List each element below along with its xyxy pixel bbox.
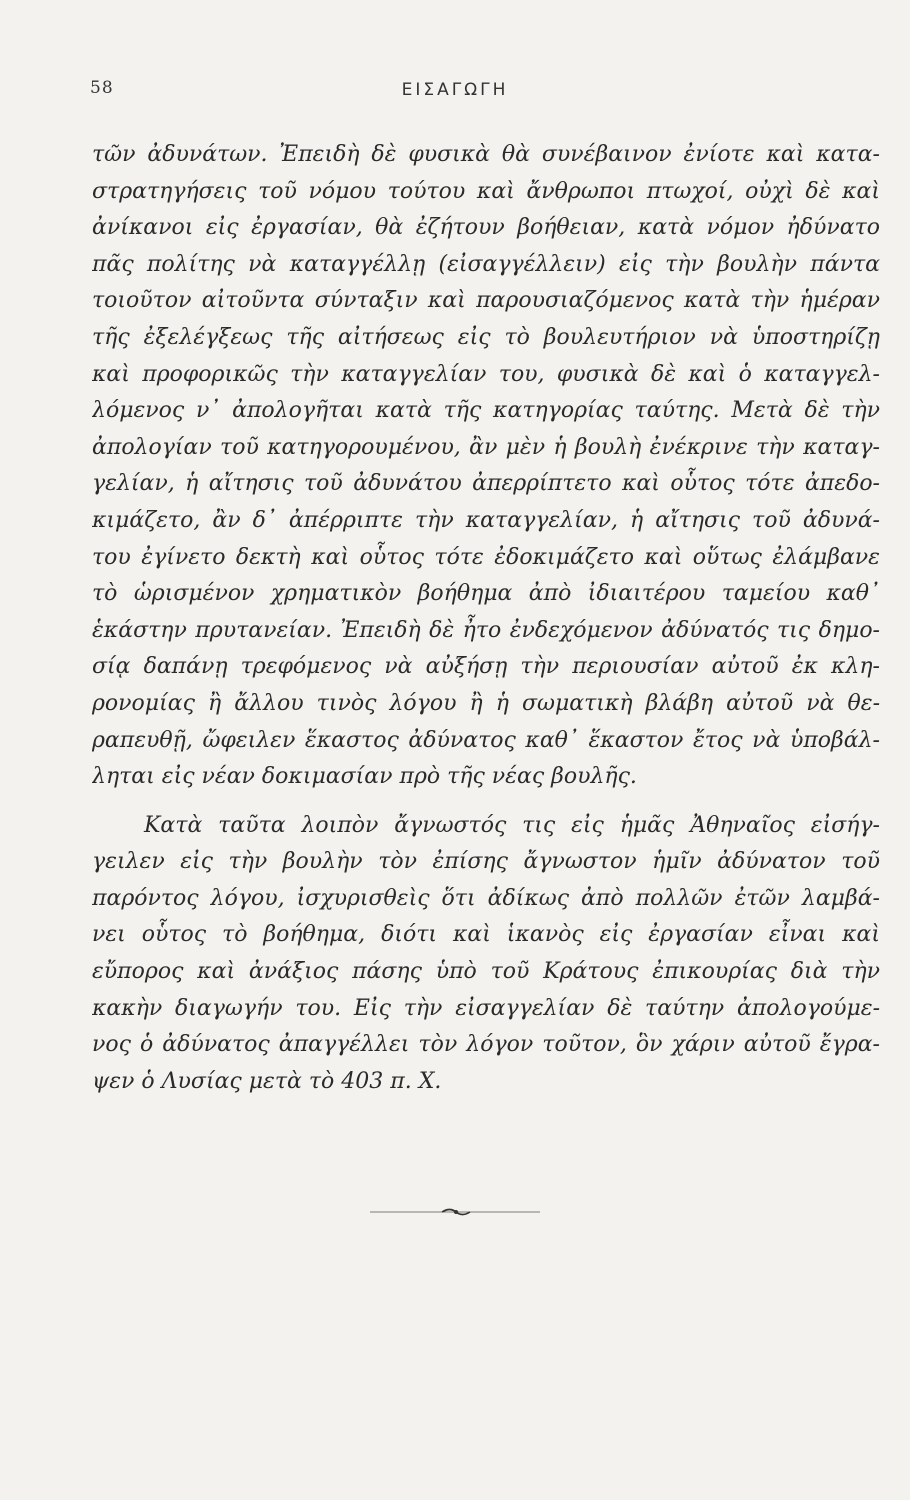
paragraph-1: [92, 137, 880, 796]
paragraph-gap: [92, 796, 880, 808]
text-line: σίᾳ δαπάνῃ τρεφόμενος νὰ αὐξήσῃ τὴν περιουσίαν αὐτοῦ ἐκ κλη-: [92, 654, 880, 680]
text-line: τοιοῦτον αἰτοῦντα σύνταξιν καὶ παρουσιαζόμενος κατὰ τὴν ἡμέραν: [92, 288, 880, 314]
text-line: ἑκάστην πρυτανείαν. Ἐπειδὴ δὲ ἦτο ἐνδεχόμενον ἀδύνατός τις δημο-: [92, 617, 880, 643]
text-line: εὔπορος καὶ ἀνάξιος πάσης ὑπὸ τοῦ Κράτους ἐπικουρίας διὰ τὴν: [92, 959, 880, 985]
text-line: ραπευθῇ, ὤφειλεν ἕκαστος ἀδύνατος καθ᾽ ἕκαστον ἔτος νὰ ὑποβάλ-: [92, 727, 880, 753]
text-line: νος ὁ ἀδύνατος ἀπαγγέλλει τὸν λόγον τοῦτον, ὃν χάριν αὐτοῦ ἔγρα-: [92, 1032, 880, 1058]
text-line: γειλεν εἰς τὴν βουλὴν τὸν ἐπίσης ἄγνωστον ἡμῖν ἀδύνατον τοῦ: [92, 849, 880, 875]
paragraph-2: [92, 808, 880, 1101]
text-body: [92, 137, 880, 1100]
text-line: Κατὰ ταῦτα λοιπὸν ἄγνωστός τις εἰς ἡμᾶς Ἀθηναῖος εἰσήγ-: [144, 812, 880, 838]
text-line: ἀνίκανοι εἰς ἐργασίαν, θὰ ἐζήτουν βοήθειαν, κατὰ νόμον ἠδύνατο: [92, 215, 880, 241]
text-line: γελίαν, ἡ αἴτησις τοῦ ἀδυνάτου ἀπερρίπτετο καὶ οὗτος τότε ἀπεδο-: [92, 471, 880, 497]
text-line: κιμάζετο, ἂν δ᾽ ἀπέρριπτε τὴν καταγγελίαν, ἡ αἴτησις τοῦ ἀδυνά-: [92, 507, 880, 533]
text-line: πᾶς πολίτης νὰ καταγγέλλῃ (εἰσαγγέλλειν) εἰς τὴν βουλὴν πάντα: [92, 251, 880, 277]
text-line: καὶ προφορικῶς τὴν καταγγελίαν του, φυσικὰ δὲ καὶ ὁ καταγγελ-: [92, 361, 880, 387]
text-line: νει οὗτος τὸ βοήθημα, διότι καὶ ἱκανὸς εἰς ἐργασίαν εἶναι καὶ: [92, 922, 880, 948]
running-head-title: ΕΙΣΑΓΩΓΗ: [401, 80, 509, 100]
text-line: ἀπολογίαν τοῦ κατηγορουμένου, ἂν μὲν ἡ βουλὴ ἐνέκρινε τὴν καταγ-: [92, 434, 880, 460]
text-line: τὸ ὡρισμένον χρηματικὸν βοήθημα ἀπὸ ἰδιαιτέρου ταμείου καθ᾽: [92, 581, 880, 607]
text-line: ληται εἰς νέαν δοκιμασίαν πρὸ τῆς νέας βουλῆς.: [92, 764, 637, 790]
text-line: παρόντος λόγου, ἰσχυρισθεὶς ὅτι ἀδίκως ἀπὸ πολλῶν ἐτῶν λαμβά-: [92, 885, 880, 911]
text-line: στρατηγήσεις τοῦ νόμου τούτου καὶ ἄνθρωποι πτωχοί, οὐχὶ δὲ καὶ: [92, 178, 880, 204]
text-line: ρονομίας ἢ ἄλλου τινὸς λόγου ἢ ἡ σωματικὴ βλάβη αὐτοῦ νὰ θε-: [92, 690, 880, 716]
page-number: 58: [90, 78, 114, 98]
text-line: τῆς ἐξελέγξεως τῆς αἰτήσεως εἰς τὸ βουλευτήριον νὰ ὑποστηρίζῃ: [92, 324, 880, 350]
section-end-ornament: [370, 1205, 540, 1219]
text-line: του ἐγίνετο δεκτὴ καὶ οὗτος τότε ἐδοκιμάζετο καὶ οὕτως ἐλάμβανε: [92, 544, 880, 570]
text-line: κακὴν διαγωγήν του. Εἰς τὴν εἰσαγγελίαν δὲ ταύτην ἀπολογούμε-: [92, 995, 880, 1021]
text-line: λόμενος ν᾽ ἀπολογῆται κατὰ τῆς κατηγορίας ταύτης. Μετὰ δὲ τὴν: [92, 398, 880, 424]
text-line: ψεν ὁ Λυσίας μετὰ τὸ 403 π. Χ.: [92, 1068, 442, 1094]
text-line: τῶν ἀδυνάτων. Ἐπειδὴ δὲ φυσικὰ θὰ συνέβαινον ἐνίοτε καὶ κατα-: [92, 142, 880, 167]
ornament-dot: [454, 1210, 458, 1214]
